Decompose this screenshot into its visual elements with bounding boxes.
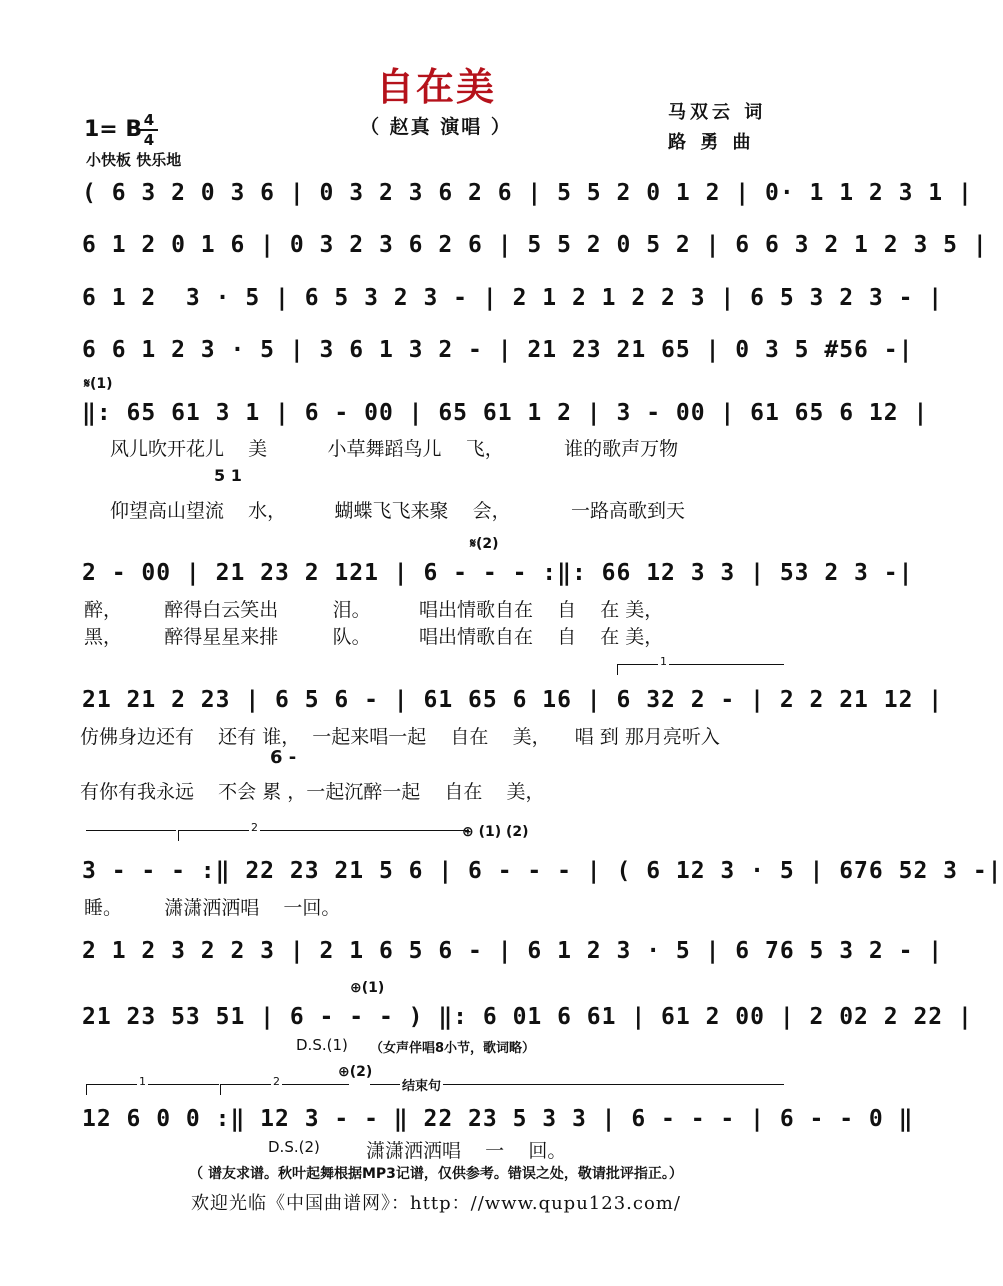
composer-credit: 路 勇 曲 (668, 132, 755, 153)
notation-row-10: 21 23 53 51 | 6 - - - ) ‖: 6 01 6 61 | 61 2 00 | 2 02 2 22 | (82, 1004, 973, 1030)
transcriber-note: （ 谱友求谱。秋叶起舞根据MP3记谱，仅供参考。错误之处，敬请批评指正。） (189, 1166, 683, 1182)
lyric-row6-line1: 醉， 醉得白云笑出 泪。 唱出情歌自在 自 在 美， (84, 599, 664, 621)
grace-notes-6: 6 - (270, 747, 297, 768)
lyric-row7-line2: 有你有我永远 不会 累 ，一起沉醉一起 自在 美， (80, 781, 545, 803)
coda-2-mark: ⊕(2) (338, 1064, 373, 1080)
coda-1-mark: ⊕(1) (350, 980, 385, 996)
notation-row-11: 12 6 0 0 :‖ 12 3 - - ‖ 22 23 5 3 3 | 6 - - - | 6 - - 0 ‖ (82, 1106, 914, 1132)
lyric-verse2-line1: 仰望高山望流 水， 蝴蝶飞飞来聚 会， 一路高歌到天 (110, 500, 686, 522)
ds1-note: （女声伴唱8小节，歌词略） (370, 1041, 536, 1056)
time-signature (140, 112, 158, 148)
ds2-mark: D.S.(2) (268, 1138, 320, 1156)
notation-row-5: ‖: 65 61 3 1 | 6 - 00 | 65 61 1 2 | 3 - 00 | 61 65 6 12 | (82, 400, 929, 426)
meter-top: 4 (143, 111, 155, 129)
singer-credit: （ 赵真 演唱 ） (360, 116, 512, 138)
tempo-marking: 小快板 快乐地 (86, 151, 182, 169)
segno-2-mark: 𝄋(2) (470, 536, 499, 552)
notation-row-9: 2 1 2 3 2 2 3 | 2 1 6 5 6 - | 6 1 2 3 · 5 | 6 76 5 3 2 - | (82, 938, 944, 964)
notation-row-7: 21 21 2 23 | 6 5 6 - | 61 65 6 16 | 6 32 2 - | 2 2 21 12 | (82, 687, 944, 713)
lyric-verse1-line1: 风儿吹开花儿 美 小草舞蹈鸟儿 飞， 谁的歌声万物 (110, 438, 679, 460)
volta-bracket-1: 1 (617, 664, 784, 675)
lyric-row6-line2: 黑， 醉得星星来排 队。 唱出情歌自在 自 在 美， (84, 626, 664, 648)
notation-row-8: 3 - - - :‖ 22 23 21 5 6 | 6 - - - | ( 6 12 3 · 5 | 676 52 3 -| (82, 858, 1003, 884)
grace-notes-51: 5 1 (214, 466, 242, 485)
notation-row-1: ( 6 3 2 0 3 6 | 0 3 2 3 6 2 6 | 5 5 2 0 1 2 | 0· 1 1 2 3 1 | (82, 180, 973, 206)
ds1-mark: D.S.(1) (296, 1036, 348, 1054)
website-footer: 欢迎光临《中国曲谱网》：http：//www.qupu123.com/ (191, 1193, 681, 1214)
volta-bracket-2: 2 (178, 830, 469, 841)
lyricist-credit: 马双云 词 (668, 102, 767, 123)
coda-12-mark: ⊕ (1) (2) (462, 824, 529, 840)
meter-bottom: 4 (143, 131, 155, 149)
notation-row-6: 2 - 00 | 21 23 2 121 | 6 - - - :‖: 66 12 3 3 | 53 2 3 -| (82, 560, 914, 586)
ending-bracket: 结束句 (370, 1084, 784, 1095)
segno-1-mark: 𝄋(1) (84, 376, 113, 392)
notation-row-2: 6 1 2 0 1 6 | 0 3 2 3 6 2 6 | 5 5 2 0 5 2 | 6 6 3 2 1 2 3 5 | (82, 232, 988, 258)
volta-bracket-final-2: 2 (220, 1084, 349, 1095)
lyric-row8: 睡。 潇潇洒洒唱 一回。 (84, 897, 341, 919)
lyric-row7-line1: 仿佛身边还有 还有 谁， 一起来唱一起 自在 美， 唱 到 那月亮听入 (80, 726, 720, 748)
volta-bracket-final-1: 1 (86, 1084, 219, 1095)
song-title: 自在美 (375, 65, 496, 109)
notation-row-4: 6 6 1 2 3 · 5 | 3 6 1 3 2 - | 21 23 21 65 | 0 3 5 #56 -| (82, 337, 914, 363)
key-signature: 1= B (84, 117, 143, 142)
lyric-row11: 潇潇洒洒唱 一 回。 (366, 1140, 567, 1162)
notation-row-3: 6 1 2 3 · 5 | 6 5 3 2 3 - | 2 1 2 1 2 2 3 | 6 5 3 2 3 - | (82, 285, 944, 311)
volta-end-1 (86, 830, 176, 841)
